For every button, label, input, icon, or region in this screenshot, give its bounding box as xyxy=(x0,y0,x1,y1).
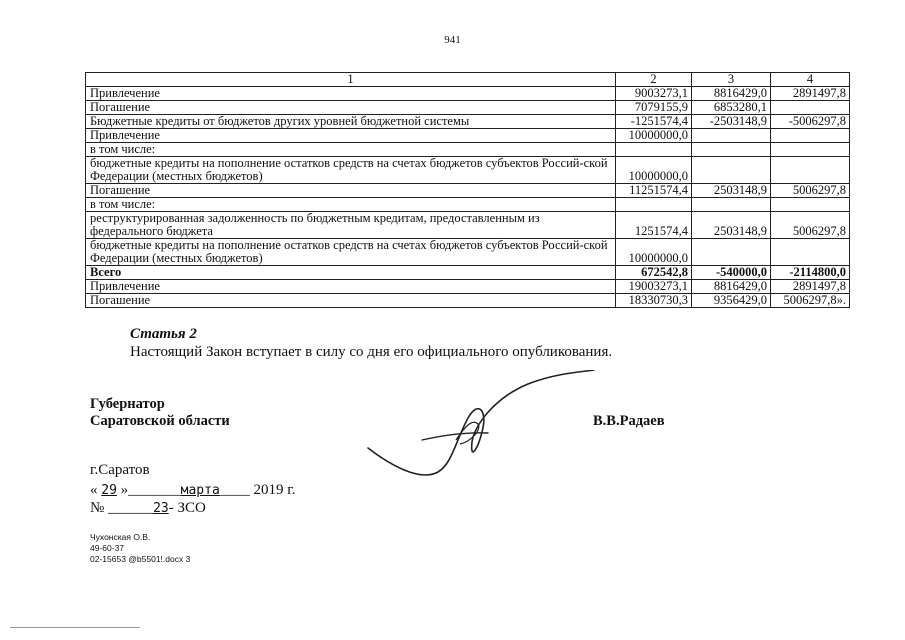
row-value-col-2: 18330730,3 xyxy=(616,294,692,308)
row-value-col-4: -2114800,0 xyxy=(771,266,850,280)
date-open-quote: « xyxy=(90,482,98,498)
row-value-col-2: 11251574,4 xyxy=(616,184,692,198)
budget-sources-table xyxy=(85,72,850,308)
row-value-col-2: 672542,8 xyxy=(616,266,692,280)
table-row xyxy=(86,294,850,308)
row-value-col-4 xyxy=(771,101,850,115)
row-value-col-4 xyxy=(771,198,850,212)
table-row xyxy=(86,157,850,184)
row-value-col-2: -1251574,4 xyxy=(616,115,692,129)
page-number: 941 xyxy=(444,34,461,46)
row-value-col-2: 10000000,0 xyxy=(616,129,692,143)
row-value-col-2 xyxy=(616,198,692,212)
signature-icon xyxy=(360,370,600,490)
row-label: бюджетные кредиты на пополнение остатков средств на счетах бюджетов субъектов Россий-ской Федерации (местных бюджетов) xyxy=(86,157,616,184)
table-row xyxy=(86,198,850,212)
place-of-signing: г.Саратов xyxy=(90,462,150,478)
row-label: в том числе: xyxy=(86,143,616,157)
row-value-col-2: 1251574,4 xyxy=(616,212,692,239)
divider xyxy=(10,627,140,628)
row-value-col-3: 9356429,0 xyxy=(692,294,771,308)
row-label: Погашение xyxy=(86,294,616,308)
governor-title: Губернатор xyxy=(90,396,165,412)
row-label: бюджетные кредиты на пополнение остатков средств на счетах бюджетов субъектов Россий-ской Федерации (местных бюджетов) xyxy=(86,239,616,266)
row-label: Бюджетные кредиты от бюджетов других уровней бюджетной системы xyxy=(86,115,616,129)
row-label: Всего xyxy=(86,266,616,280)
row-value-col-3 xyxy=(692,129,771,143)
row-value-col-2: 7079155,9 xyxy=(616,101,692,115)
row-value-col-2: 9003273,1 xyxy=(616,87,692,101)
row-label: Привлечение xyxy=(86,87,616,101)
row-value-col-3: 6853280,1 xyxy=(692,101,771,115)
law-number-suffix: - ЗСО xyxy=(168,500,206,516)
header-col-1: 1 xyxy=(86,73,616,87)
law-number: № ______23- ЗСО xyxy=(90,500,206,516)
row-value-col-3 xyxy=(692,239,771,266)
date-month: марта xyxy=(180,483,220,498)
table-row xyxy=(86,87,850,101)
table-row xyxy=(86,101,850,115)
row-value-col-3: 8816429,0 xyxy=(692,280,771,294)
governor-name: В.В.Радаев xyxy=(593,413,665,429)
header-col-3: 3 xyxy=(692,73,771,87)
row-value-col-4 xyxy=(771,239,850,266)
header-col-2: 2 xyxy=(616,73,692,87)
table-row xyxy=(86,212,850,239)
row-value-col-3 xyxy=(692,157,771,184)
row-label: реструктурированная задолженность по бюджетным кредитам, предоставленным из федерального бюджета xyxy=(86,212,616,239)
law-number-prefix: № xyxy=(90,500,105,516)
document-footer xyxy=(90,532,190,565)
article-text: Настоящий Закон вступает в силу со дня его официального опубликования. xyxy=(130,344,613,360)
row-value-col-3: 2503148,9 xyxy=(692,184,771,198)
table-row xyxy=(86,280,850,294)
table-row xyxy=(86,115,850,129)
row-value-col-3 xyxy=(692,198,771,212)
row-value-col-3: 8816429,0 xyxy=(692,87,771,101)
table-header-row xyxy=(86,73,850,87)
table-row xyxy=(86,184,850,198)
row-value-col-4: -5006297,8 xyxy=(771,115,850,129)
date-day: 29 xyxy=(101,483,117,498)
date-year: 2019 г. xyxy=(253,482,296,498)
row-value-col-4 xyxy=(771,157,850,184)
row-value-col-3: 2503148,9 xyxy=(692,212,771,239)
row-value-col-2: 19003273,1 xyxy=(616,280,692,294)
row-value-col-3 xyxy=(692,143,771,157)
row-value-col-2: 10000000,0 xyxy=(616,239,692,266)
row-value-col-4: 5006297,8». xyxy=(771,294,850,308)
table-row xyxy=(86,143,850,157)
law-number-value: 23 xyxy=(153,501,169,516)
date-close-quote: » xyxy=(120,482,129,498)
row-value-col-4 xyxy=(771,143,850,157)
row-value-col-3: -540000,0 xyxy=(692,266,771,280)
row-value-col-4: 2891497,8 xyxy=(771,87,850,101)
header-col-4: 4 xyxy=(771,73,850,87)
row-value-col-4: 5006297,8 xyxy=(771,184,850,198)
table-row xyxy=(86,239,850,266)
row-value-col-2 xyxy=(616,143,692,157)
row-label: Привлечение xyxy=(86,129,616,143)
row-label: в том числе: xyxy=(86,198,616,212)
row-value-col-4: 2891497,8 xyxy=(771,280,850,294)
footer-author: Чухонская О.В. xyxy=(90,532,151,542)
footer-file: 02-15653 @b5501!.docx 3 xyxy=(90,554,191,564)
row-label: Привлечение xyxy=(86,280,616,294)
signing-date: « 29 »_______марта____ 2019 г. xyxy=(90,482,296,498)
footer-phone: 49-60-37 xyxy=(90,543,125,553)
row-label: Погашение xyxy=(86,101,616,115)
table-row xyxy=(86,266,850,280)
governor-region: Саратовской области xyxy=(90,413,230,429)
table-row xyxy=(86,129,850,143)
row-value-col-2: 10000000,0 xyxy=(616,157,692,184)
row-value-col-3: -2503148,9 xyxy=(692,115,771,129)
row-label: Погашение xyxy=(86,184,616,198)
article-title: Статья 2 xyxy=(130,326,197,342)
row-value-col-4: 5006297,8 xyxy=(771,212,850,239)
row-value-col-4 xyxy=(771,129,850,143)
